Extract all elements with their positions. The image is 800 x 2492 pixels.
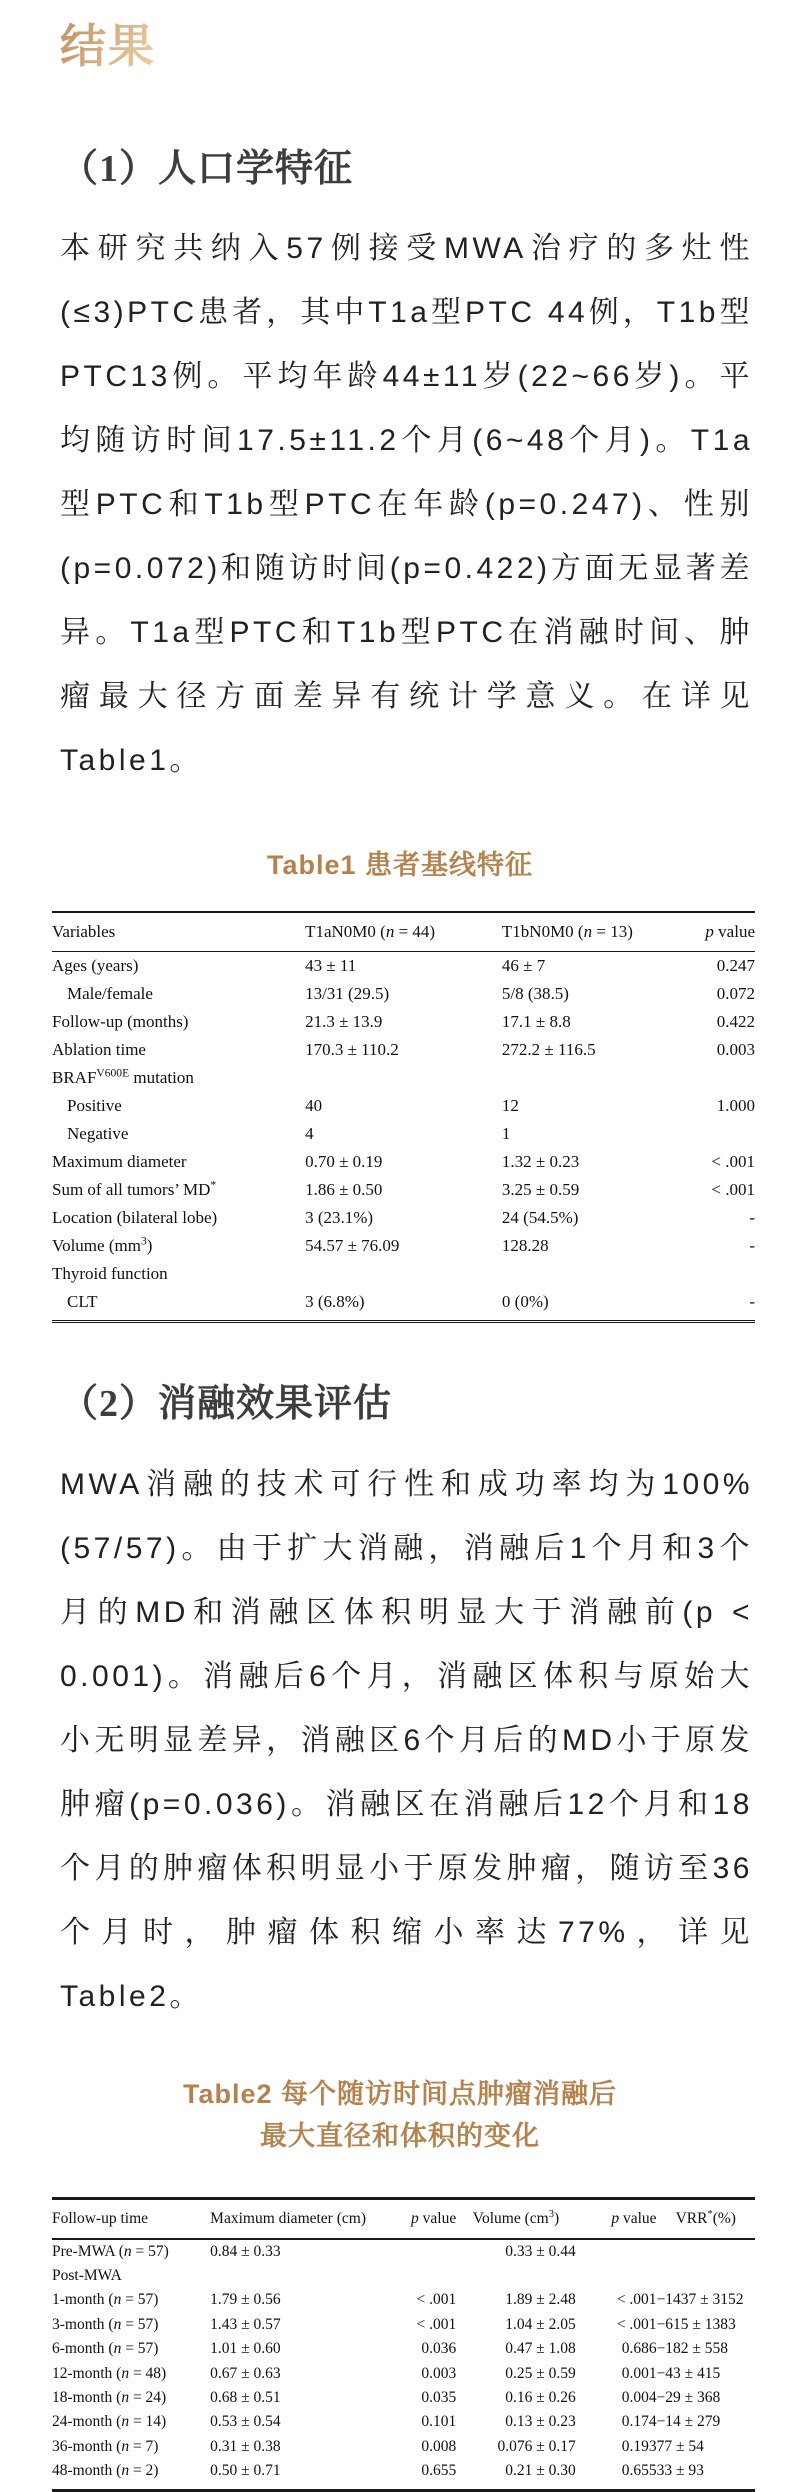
table-cell: 0.686 bbox=[576, 2337, 657, 2361]
table-row bbox=[52, 2386, 755, 2410]
table-cell: 0.174 bbox=[576, 2410, 657, 2434]
table-cell: 77 ± 54 bbox=[657, 2435, 755, 2459]
table-cell: 54.57 ± 76.09 bbox=[305, 1232, 502, 1260]
table-row bbox=[52, 1232, 755, 1260]
table-cell: 0.101 bbox=[375, 2410, 456, 2434]
table-cell bbox=[576, 2239, 657, 2264]
column-header: p value bbox=[576, 2198, 657, 2239]
table-cell: Positive bbox=[52, 1092, 305, 1120]
table2-title bbox=[0, 2073, 800, 2157]
column-header: p value bbox=[678, 912, 755, 952]
table-row bbox=[52, 2459, 755, 2491]
table-cell: 21.3 ± 13.9 bbox=[305, 1008, 502, 1036]
table-row bbox=[52, 2361, 755, 2385]
table-cell: < .001 bbox=[375, 2288, 456, 2312]
table-header-row bbox=[52, 912, 755, 952]
table-cell: 12 bbox=[502, 1092, 678, 1120]
table-cell: 0.68 ± 0.51 bbox=[210, 2386, 375, 2410]
table-cell bbox=[576, 2264, 657, 2288]
table-cell: 0.84 ± 0.33 bbox=[210, 2239, 375, 2264]
table-cell: 3 (23.1%) bbox=[305, 1204, 502, 1232]
table-cell: 0 (0%) bbox=[502, 1288, 678, 1322]
table-cell bbox=[375, 2264, 456, 2288]
table-cell: < .001 bbox=[678, 1176, 755, 1204]
table-cell: 0.422 bbox=[678, 1008, 755, 1036]
table-cell: 128.28 bbox=[502, 1232, 678, 1260]
column-header: VRR*(%) bbox=[657, 2198, 755, 2239]
table-cell: Negative bbox=[52, 1120, 305, 1148]
table-cell: 0.70 ± 0.19 bbox=[305, 1148, 502, 1176]
table-cell: 36-month (n = 7) bbox=[52, 2435, 210, 2459]
page-title: 结果 bbox=[0, 0, 156, 76]
table-cell: - bbox=[678, 1288, 755, 1322]
table-row bbox=[52, 2264, 755, 2288]
table-cell: - bbox=[678, 1232, 755, 1260]
table-cell: 24 (54.5%) bbox=[502, 1204, 678, 1232]
table-row bbox=[52, 1288, 755, 1322]
table-cell: Maximum diameter bbox=[52, 1148, 305, 1176]
table-cell: 3.25 ± 0.59 bbox=[502, 1176, 678, 1204]
table-cell bbox=[456, 2264, 576, 2288]
table-cell: 1.32 ± 0.23 bbox=[502, 1148, 678, 1176]
table-cell: −29 ± 368 bbox=[657, 2386, 755, 2410]
table-cell: 4 bbox=[305, 1120, 502, 1148]
column-header: Variables bbox=[52, 912, 305, 952]
table-cell bbox=[678, 1120, 755, 1148]
table-cell: $BRAF^{V600E}$ mutation bbox=[52, 1064, 305, 1092]
table-cell: Post-MWA bbox=[52, 2264, 210, 2288]
table-cell: 0.035 bbox=[375, 2386, 456, 2410]
table-cell: 272.2 ± 116.5 bbox=[502, 1036, 678, 1064]
table-cell: - bbox=[678, 1204, 755, 1232]
table-cell: < .001 bbox=[576, 2313, 657, 2337]
table-cell bbox=[502, 1064, 678, 1092]
table-cell: 0.076 ± 0.17 bbox=[456, 2435, 576, 2459]
table-cell: 0.004 bbox=[576, 2386, 657, 2410]
table-cell: 0.67 ± 0.63 bbox=[210, 2361, 375, 2385]
table-cell: 1 bbox=[502, 1120, 678, 1148]
table-row bbox=[52, 980, 755, 1008]
table-cell: 6-month (n = 57) bbox=[52, 2337, 210, 2361]
table-row bbox=[52, 1148, 755, 1176]
section-heading-ablation-efficacy: （2）消融效果评估 bbox=[0, 1381, 800, 1429]
table-cell: 48-month (n = 2) bbox=[52, 2459, 210, 2491]
table-row bbox=[52, 1260, 755, 1288]
table-row bbox=[52, 1204, 755, 1232]
table-cell: 5/8 (38.5) bbox=[502, 980, 678, 1008]
column-header: Volume $(cm^3)$ bbox=[456, 2198, 576, 2239]
table-row bbox=[52, 1008, 755, 1036]
table-cell: 0.003 bbox=[375, 2361, 456, 2385]
table-cell: 0.53 ± 0.54 bbox=[210, 2410, 375, 2434]
table-cell bbox=[210, 2264, 375, 2288]
table-cell: 17.1 ± 8.8 bbox=[502, 1008, 678, 1036]
table-row bbox=[52, 2337, 755, 2361]
column-header: T1aN0M0 (n = 44) bbox=[305, 912, 502, 952]
table-row bbox=[52, 2410, 755, 2434]
table-cell: 0.21 ± 0.30 bbox=[456, 2459, 576, 2491]
table-cell bbox=[678, 1064, 755, 1092]
table-cell: 1.01 ± 0.60 bbox=[210, 2337, 375, 2361]
table-cell: 170.3 ± 110.2 bbox=[305, 1036, 502, 1064]
table-cell: 0.193 bbox=[576, 2435, 657, 2459]
table-cell bbox=[502, 1260, 678, 1288]
table-cell: −1437 ± 3152 bbox=[657, 2288, 755, 2312]
table-cell: −615 ± 1383 bbox=[657, 2313, 755, 2337]
table-cell: 1.86 ± 0.50 bbox=[305, 1176, 502, 1204]
table-cell: −182 ± 558 bbox=[657, 2337, 755, 2361]
table1-baseline-characteristics bbox=[52, 911, 755, 1323]
table-row bbox=[52, 952, 755, 981]
table-cell: −14 ± 279 bbox=[657, 2410, 755, 2434]
table-cell: 0.001 bbox=[576, 2361, 657, 2385]
table2-followup-changes bbox=[52, 2197, 755, 2492]
table2-header bbox=[52, 2198, 755, 2239]
table-cell: 1.89 ± 2.48 bbox=[456, 2288, 576, 2312]
table-cell: 0.25 ± 0.59 bbox=[456, 2361, 576, 2385]
table-cell: 1.79 ± 0.56 bbox=[210, 2288, 375, 2312]
table-cell: 46 ± 7 bbox=[502, 952, 678, 981]
table-cell: Thyroid function bbox=[52, 1260, 305, 1288]
table-cell: 40 bbox=[305, 1092, 502, 1120]
table-cell: Volume $(mm^3)$ bbox=[52, 1232, 305, 1260]
paragraph-ablation-efficacy: MWA消融的技术可行性和成功率均为100%(57/57)。由于扩大消融，消融后1个月和3个月的MD和消融区体积明显大于消融前(p < 0.001)。消融后6个月，消融区体积与原始大小无明显差异，消融区6个月后的MD小于原发肿瘤(p=0.036)。消融区在消融后12个月和18个月的肿瘤体积明显小于原发肿瘤，随访至36个月时，肿瘤体积缩小率达77%，详见Table2。 bbox=[60, 1453, 753, 2029]
table1-body bbox=[52, 952, 755, 1322]
table-header-row bbox=[52, 2198, 755, 2239]
table-cell: 0.655 bbox=[576, 2459, 657, 2491]
table-row bbox=[52, 1064, 755, 1092]
table-cell: 0.655 bbox=[375, 2459, 456, 2491]
table-row bbox=[52, 1176, 755, 1204]
table-cell: Location (bilateral lobe) bbox=[52, 1204, 305, 1232]
table-cell: < .001 bbox=[375, 2313, 456, 2337]
table-row bbox=[52, 2313, 755, 2337]
table-row bbox=[52, 1036, 755, 1064]
table-cell: 1.000 bbox=[678, 1092, 755, 1120]
table2-title-line2: 最大直径和体积的变化 bbox=[0, 2115, 800, 2157]
table-cell: < .001 bbox=[576, 2288, 657, 2312]
table-cell: Follow-up (months) bbox=[52, 1008, 305, 1036]
table-cell: 33 ± 93 bbox=[657, 2459, 755, 2491]
table-row bbox=[52, 2435, 755, 2459]
table-cell: 0.50 ± 0.71 bbox=[210, 2459, 375, 2491]
table-cell: 0.47 ± 1.08 bbox=[456, 2337, 576, 2361]
table-row bbox=[52, 2239, 755, 2264]
paragraph-demographics: 本研究共纳入57例接受MWA治疗的多灶性(≤3)PTC患者，其中T1a型PTC 44例，T1b型PTC13例。平均年龄44±11岁(22~66岁)。平均随访时间17.5±11.2个月(6~48个月)。T1a型PTC和T1b型PTC在年龄(p=0.247)、性别(p=0.072)和随访时间(p=0.422)方面无显著差异。T1a型PTC和T1b型PTC在消融时间、肿瘤最大径方面差异有统计学意义。在详见Table1。 bbox=[60, 217, 753, 793]
table2-title-line1: Table2 每个随访时间点肿瘤消融后 bbox=[0, 2073, 800, 2115]
table-row bbox=[52, 1120, 755, 1148]
table-cell: 0.247 bbox=[678, 952, 755, 981]
table1-title: Table1 患者基线特征 bbox=[0, 845, 800, 885]
table-cell: 0.13 ± 0.23 bbox=[456, 2410, 576, 2434]
table-cell: 0.008 bbox=[375, 2435, 456, 2459]
table-cell: 1.04 ± 2.05 bbox=[456, 2313, 576, 2337]
table-cell: 1-month (n = 57) bbox=[52, 2288, 210, 2312]
table-cell bbox=[657, 2239, 755, 2264]
column-header: T1bN0M0 (n = 13) bbox=[502, 912, 678, 952]
table-cell: Ablation time bbox=[52, 1036, 305, 1064]
table1-header bbox=[52, 912, 755, 952]
table-cell: 0.003 bbox=[678, 1036, 755, 1064]
table-cell: Pre-MWA (n = 57) bbox=[52, 2239, 210, 2264]
section-heading-demographics: （1）人口学特征 bbox=[0, 146, 800, 194]
table-cell bbox=[305, 1064, 502, 1092]
table-cell: 13/31 (29.5) bbox=[305, 980, 502, 1008]
table-cell: 43 ± 11 bbox=[305, 952, 502, 981]
table-cell: 0.16 ± 0.26 bbox=[456, 2386, 576, 2410]
table-cell: 0.072 bbox=[678, 980, 755, 1008]
table-cell: 0.31 ± 0.38 bbox=[210, 2435, 375, 2459]
column-header: Follow-up time bbox=[52, 2198, 210, 2239]
table-cell: 18-month (n = 24) bbox=[52, 2386, 210, 2410]
table-cell bbox=[657, 2264, 755, 2288]
table-cell bbox=[678, 1260, 755, 1288]
table-cell: −43 ± 415 bbox=[657, 2361, 755, 2385]
table-cell: 0.036 bbox=[375, 2337, 456, 2361]
table-cell: Sum of all tumors’ MD* bbox=[52, 1176, 305, 1204]
column-header: Maximum diameter (cm) bbox=[210, 2198, 375, 2239]
table-cell: 12-month (n = 48) bbox=[52, 2361, 210, 2385]
table-cell: 3-month (n = 57) bbox=[52, 2313, 210, 2337]
table-cell bbox=[305, 1260, 502, 1288]
table2-body bbox=[52, 2239, 755, 2491]
table-cell bbox=[375, 2239, 456, 2264]
table-row bbox=[52, 2288, 755, 2312]
table-cell: < .001 bbox=[678, 1148, 755, 1176]
table-cell: 0.33 ± 0.44 bbox=[456, 2239, 576, 2264]
column-header: p value bbox=[375, 2198, 456, 2239]
table-cell: Ages (years) bbox=[52, 952, 305, 981]
table-cell: 1.43 ± 0.57 bbox=[210, 2313, 375, 2337]
table-cell: 24-month (n = 14) bbox=[52, 2410, 210, 2434]
table-cell: 3 (6.8%) bbox=[305, 1288, 502, 1322]
table-cell: CLT bbox=[52, 1288, 305, 1322]
table-cell: Male/female bbox=[52, 980, 305, 1008]
table-row bbox=[52, 1092, 755, 1120]
